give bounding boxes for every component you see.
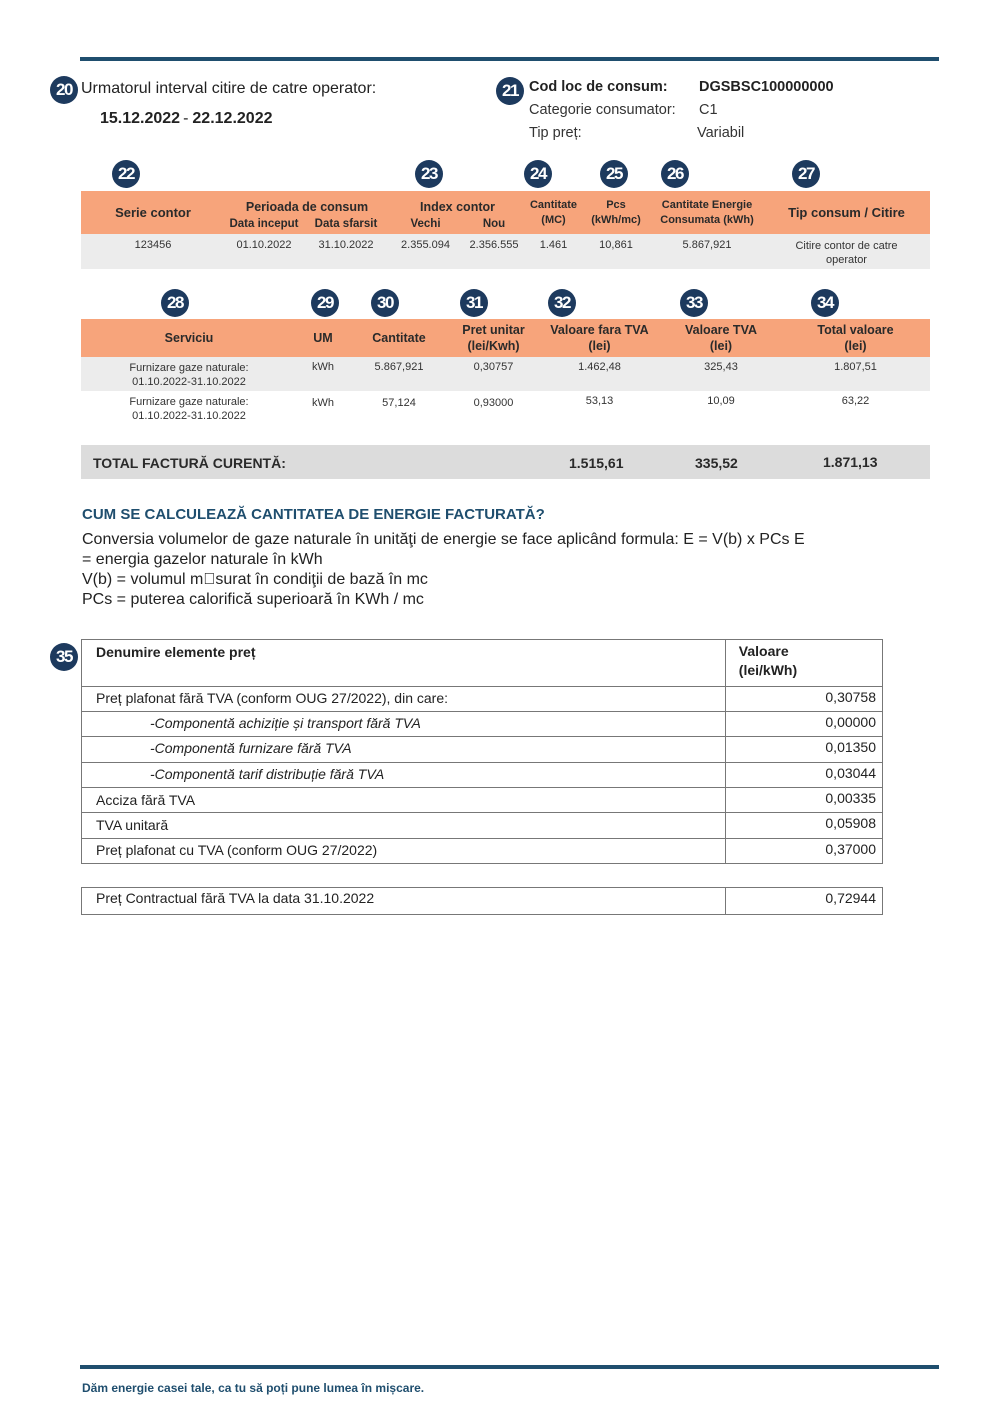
cell-cantitate: 5.867,921 [374, 361, 424, 373]
next-reading-interval [100, 110, 272, 128]
cell-um: kWh [312, 361, 334, 373]
explanation-title: CUM SE CALCULEAZĂ CANTITATEA DE ENERGIE FACTURATĂ? [82, 506, 545, 523]
row-value: 0,01350 [725, 737, 882, 763]
total-fara-tva: 1.515,61 [569, 455, 624, 471]
header-perioada: Perioada de consum [245, 200, 369, 214]
header-index-contor: Index contor [419, 200, 495, 214]
section-badge-28: 28 [161, 289, 189, 317]
cell-total: 63,22 [841, 395, 870, 407]
section-badge-30: 30 [371, 289, 399, 317]
table-row [82, 763, 883, 788]
cell-data-inceput: 01.10.2022 [236, 239, 292, 251]
row-name: -Componentă achiziție și transport fără TVA [82, 712, 726, 737]
top-rule [80, 57, 939, 61]
section-badge-20: 20 [50, 76, 78, 104]
row-value: 0,37000 [725, 839, 882, 864]
service-table [81, 319, 930, 427]
header-energie: Cantitate Energie Consumata (kWh) [660, 198, 754, 226]
row-name: Preț plafonat cu TVA (conform OUG 27/2022) [82, 839, 726, 864]
header-total-valoare: Total valoare (lei) [817, 323, 894, 353]
categorie-value: C1 [699, 102, 718, 118]
total-valoare: 1.871,13 [823, 454, 878, 470]
cell-tva: 325,43 [704, 361, 738, 373]
row-name: -Componentă tarif distribuție fără TVA [82, 763, 726, 788]
explanation-line-3: V(b) = volumul m surat în condiţii de bază în mc [82, 571, 428, 588]
cell-total: 1.807,51 [834, 361, 877, 373]
explanation-body [82, 530, 862, 610]
section-badge-35: 35 [50, 643, 78, 671]
table-row [82, 687, 883, 712]
cell-fara-tva: 53,13 [585, 395, 614, 407]
table-row [82, 712, 883, 737]
cell-tip-consum: Citire contor de catre operator [795, 240, 898, 266]
cell-data-sfarsit: 31.10.2022 [318, 239, 374, 251]
explanation-line-2: = energia gazelor naturale în kWh [82, 551, 323, 568]
header-serie-contor: Serie contor [115, 205, 191, 220]
meter-table [81, 191, 930, 269]
total-factura-bar [81, 445, 930, 479]
cell-cantitate: 1.461 [539, 239, 568, 251]
row-value: 0,00335 [725, 788, 882, 813]
next-reading-label: Urmatorul interval citire de catre operator: [81, 80, 377, 97]
table-row [82, 813, 883, 839]
section-badge-31: 31 [460, 289, 488, 317]
cell-serviciu: Furnizare gaze naturale: 01.10.2022-31.10.2022 [129, 396, 249, 422]
table-row [82, 888, 883, 915]
section-badge-24: 24 [524, 160, 552, 188]
header-vechi: Vechi [410, 218, 441, 230]
cell-nou: 2.356.555 [469, 239, 519, 251]
section-badge-23: 23 [415, 160, 443, 188]
section-badge-21: 21 [496, 77, 524, 105]
cell-fara-tva: 1.462,48 [578, 361, 621, 373]
row-name: TVA unitară [82, 813, 726, 839]
total-factura-label: TOTAL FACTURĂ CURENTĂ: [93, 455, 286, 471]
contract-price-table [81, 887, 883, 915]
section-badge-26: 26 [661, 160, 689, 188]
section-badge-29: 29 [311, 289, 339, 317]
cod-loc-label: Cod loc de consum: [529, 79, 668, 95]
cell-energie: 5.867,921 [682, 239, 732, 251]
table-row [81, 234, 930, 269]
tip-pret-label: Tip preț: [529, 125, 582, 141]
header-denumire: Denumire elemente preț [82, 640, 726, 687]
cell-pcs: 10,861 [599, 239, 633, 251]
header-um: UM [313, 331, 333, 345]
contract-price-value: 0,72944 [725, 888, 882, 915]
next-reading-start: 15.12.2022 [100, 110, 181, 127]
bottom-rule [80, 1365, 939, 1369]
row-name: Preț plafonat fără TVA (conform OUG 27/2022), din care: [82, 687, 726, 712]
categorie-label: Categorie consumator: [529, 102, 676, 118]
cell-um: kWh [312, 397, 334, 409]
section-badge-25: 25 [600, 160, 628, 188]
row-value: 0,00000 [725, 712, 882, 737]
total-tva: 335,52 [695, 455, 738, 471]
header-valoare: Valoare (lei/kWh) [725, 640, 882, 687]
section-badge-32: 32 [548, 289, 576, 317]
row-name: -Componentă furnizare fără TVA [82, 737, 726, 763]
header-data-sfarsit: Data sfarsit [314, 218, 378, 230]
header-nou: Nou [482, 218, 506, 230]
explanation-line-4: PCs = puterea calorifică superioară în KWh / mc [82, 591, 424, 608]
cell-cantitate: 57,124 [382, 397, 416, 409]
next-reading-separator: - [183, 110, 189, 127]
row-value: 0,30758 [725, 687, 882, 712]
cell-vechi: 2.355.094 [401, 239, 450, 251]
header-valoare-tva: Valoare TVA (lei) [684, 323, 758, 353]
table-row [82, 788, 883, 813]
row-value: 0,03044 [725, 763, 882, 788]
section-badge-27: 27 [792, 160, 820, 188]
next-reading-end: 22.12.2022 [192, 110, 273, 127]
table-row [81, 391, 930, 427]
header-data-inceput: Data inceput [229, 218, 299, 230]
cell-tva: 10,09 [707, 395, 735, 407]
cod-loc-value: DGSBSC100000000 [699, 79, 834, 95]
header-cantitate-serviciu: Cantitate [372, 331, 426, 345]
row-name: Acciza fără TVA [82, 788, 726, 813]
price-elements-table [81, 639, 883, 864]
table-row [82, 737, 883, 763]
cell-pret: 0,30757 [473, 361, 514, 373]
section-badge-34: 34 [811, 289, 839, 317]
contract-price-label: Preț Contractual fără TVA la data 31.10.2022 [82, 888, 726, 915]
header-pret-unitar: Pret unitar (lei/Kwh) [462, 323, 525, 353]
header-serviciu: Serviciu [164, 331, 214, 345]
table-row [82, 839, 883, 864]
tip-pret-value: Variabil [697, 125, 745, 141]
header-pcs: Pcs (kWh/mc) [591, 198, 641, 226]
footer-slogan: Dăm energie casei tale, ca tu să poți pune lumea în mișcare. [82, 1381, 425, 1395]
cell-pret: 0,93000 [473, 397, 514, 409]
table-row [81, 357, 930, 391]
section-badge-33: 33 [680, 289, 708, 317]
header-cantitate: Cantitate (MC) [529, 198, 578, 226]
header-valoare-fara-tva: Valoare fara TVA (lei) [550, 323, 649, 353]
explanation-line-1: Conversia volumelor de gaze naturale în unităţi de energie se face aplicând formula: E = V(b) x PCs E [82, 531, 805, 548]
row-value: 0,05908 [725, 813, 882, 839]
header-tip-consum: Tip consum / Citire [788, 205, 905, 220]
cell-serie: 123456 [134, 239, 172, 251]
cell-serviciu: Furnizare gaze naturale: 01.10.2022-31.10.2022 [129, 362, 249, 388]
section-badge-22: 22 [112, 160, 140, 188]
